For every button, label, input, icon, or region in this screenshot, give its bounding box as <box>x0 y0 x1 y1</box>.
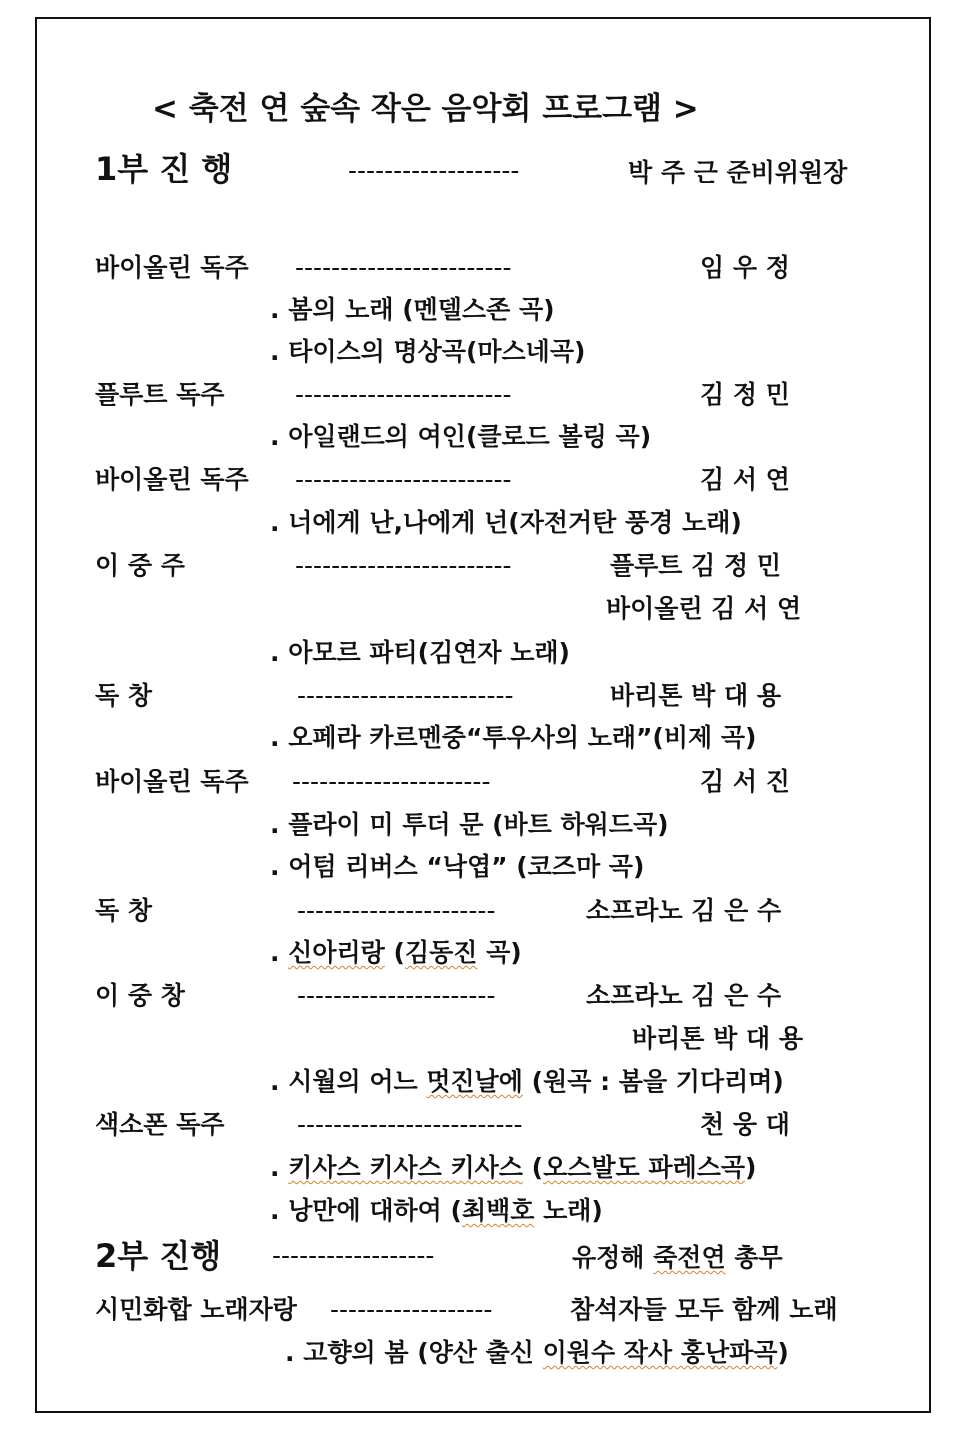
row1-performer: 임 우 정 <box>700 253 790 282</box>
part1-host: 박 주 근 준비위원장 <box>628 158 848 187</box>
row4-performer-2: 바이올린 김 서 연 <box>606 594 802 623</box>
text-fragment: . <box>270 1153 289 1182</box>
row1-piece-2: . 타이스의 명상곡(마스네곡) <box>270 337 586 366</box>
row2-dashes: ------------------------ <box>295 380 512 409</box>
text-fragment: 곡) <box>477 938 522 967</box>
spellcheck-word: 이원수 작사 홍난파곡 <box>542 1338 778 1367</box>
text-fragment: (원곡 : 봄을 기다리며) <box>522 1067 784 1096</box>
text-fragment: . 낭만에 대하여 ( <box>270 1196 462 1225</box>
text-fragment: ( <box>384 938 405 967</box>
row6-piece-2: . 어텀 리버스 “낙엽” (코즈마 곡) <box>270 852 645 881</box>
row7-piece-1 <box>270 940 522 965</box>
row9-label: 색소폰 독주 <box>95 1110 225 1139</box>
text-fragment: ( <box>522 1153 544 1182</box>
row5-piece-1: . 오페라 카르멘중“투우사의 노래”(비제 곡) <box>270 723 757 752</box>
text-fragment: . 고향의 봄 (양산 출신 <box>285 1338 543 1367</box>
closing-text: 참석자들 모두 함께 노래 <box>570 1295 838 1324</box>
row7-performer: 소프라노 김 은 수 <box>586 896 782 925</box>
row4-piece-1: . 아모르 파티(김연자 노래) <box>270 638 570 667</box>
row1-label: 바이올린 독주 <box>95 253 249 282</box>
text-fragment: 총무 <box>725 1243 783 1272</box>
program-title: < 축전 연 숲속 작은 음악회 프로그램 > <box>152 91 699 127</box>
row7-label: 독 창 <box>95 896 153 925</box>
text-fragment: 유정해 <box>572 1243 654 1272</box>
text-fragment: 노래) <box>534 1196 603 1225</box>
row8-performer-1: 소프라노 김 은 수 <box>586 981 782 1010</box>
row2-label: 플루트 독주 <box>95 380 225 409</box>
row5-dashes: ------------------------ <box>297 681 514 710</box>
row6-piece-1: . 플라이 미 투더 문 (바트 하워드곡) <box>270 810 669 839</box>
row8-performer-2: 바리톤 박 대 용 <box>632 1024 804 1053</box>
row4-performer-1: 플루트 김 정 민 <box>610 551 782 580</box>
closing-dashes: ------------------ <box>330 1295 493 1324</box>
part2-host <box>572 1245 783 1270</box>
row9-piece-2 <box>270 1198 603 1223</box>
closing-label: 시민화합 노래자랑 <box>95 1295 297 1324</box>
row2-performer: 김 정 민 <box>700 380 790 409</box>
row1-dashes: ------------------------ <box>295 253 512 282</box>
spellcheck-word: 최백호 <box>461 1196 535 1225</box>
spellcheck-word: 키사스 키사스 키사스 <box>288 1153 523 1182</box>
row5-label: 독 창 <box>95 681 153 710</box>
row8-piece-1 <box>270 1069 784 1094</box>
text-fragment: . 시월의 어느 <box>270 1067 427 1096</box>
row6-dashes: ---------------------- <box>292 767 491 796</box>
text-fragment: ) <box>777 1338 789 1367</box>
row8-label: 이 중 창 <box>95 981 185 1010</box>
part2-label: 2부 진행 <box>95 1237 222 1275</box>
row6-label: 바이올린 독주 <box>95 767 249 796</box>
part2-dashes: ------------------ <box>272 1241 435 1270</box>
row9-piece-1 <box>270 1155 756 1180</box>
row3-piece-1: . 너에게 난,나에게 넌(자전거탄 풍경 노래) <box>270 508 742 537</box>
spellcheck-word: 김동진 <box>404 938 478 967</box>
row7-dashes: ---------------------- <box>297 896 496 925</box>
row9-performer: 천 웅 대 <box>700 1110 790 1139</box>
row2-piece-1: . 아일랜드의 여인(클로드 볼링 곡) <box>270 422 652 451</box>
spellcheck-word: 신아리랑 <box>288 938 385 967</box>
part1-label: 1부 진 행 <box>95 150 233 188</box>
spellcheck-word: 멋진날에 <box>426 1067 523 1096</box>
row8-dashes: ---------------------- <box>297 981 496 1010</box>
row1-piece-1: . 봄의 노래 (멘델스존 곡) <box>270 295 555 324</box>
row3-dashes: ------------------------ <box>295 465 512 494</box>
row6-performer: 김 서 진 <box>700 767 790 796</box>
spellcheck-word: 오스발도 파레스곡 <box>543 1153 746 1182</box>
spellcheck-word: 죽전연 <box>653 1243 726 1272</box>
text-fragment: . <box>270 938 289 967</box>
row4-dashes: ------------------------ <box>295 551 512 580</box>
row4-label: 이 중 주 <box>95 551 185 580</box>
row3-performer: 김 서 연 <box>700 465 790 494</box>
row5-performer: 바리톤 박 대 용 <box>610 681 782 710</box>
part1-dashes: ------------------- <box>348 156 520 185</box>
text-fragment: ) <box>745 1153 757 1182</box>
row3-label: 바이올린 독주 <box>95 465 249 494</box>
closing-song <box>285 1340 789 1365</box>
row9-dashes: ------------------------- <box>297 1110 523 1139</box>
